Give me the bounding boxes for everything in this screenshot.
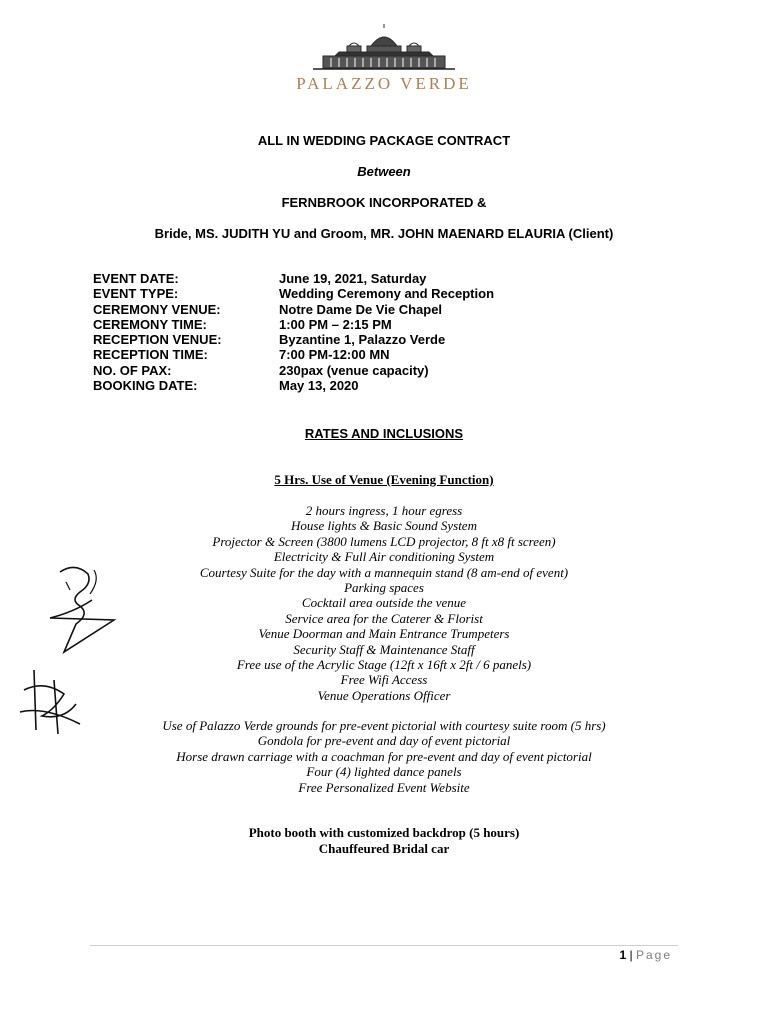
list-item: Gondola for pre-event and day of event pictorial (257, 733, 511, 749)
list-item: Photo booth with customized backdrop (5 hours) (248, 825, 520, 840)
detail-row (93, 286, 494, 301)
detail-value: Byzantine 1, Palazzo Verde (279, 332, 446, 348)
page-number-value: 1 (619, 948, 627, 962)
detail-row (93, 271, 494, 286)
list-item: Free Personalized Event Website (298, 779, 470, 795)
footer-divider (90, 945, 678, 946)
detail-label: EVENT TYPE: (93, 286, 179, 302)
rates-heading: RATES AND INCLUSIONS (304, 426, 464, 441)
list-item: Chauffeured Bridal car (318, 840, 450, 856)
detail-label: CEREMONY VENUE: (93, 301, 221, 317)
list-item: Use of Palazzo Verde grounds for pre-event pictorial with courtesy suite room (5 hrs) (162, 718, 606, 733)
initials-mark (14, 660, 94, 740)
page-number (619, 948, 672, 962)
list-item: Free use of the Acrylic Stage (12ft x 16ft x 2ft / 6 panels) (236, 657, 532, 673)
list-item: Parking spaces (344, 580, 424, 596)
detail-label: EVENT DATE: (93, 271, 179, 286)
list-item: House lights & Basic Sound System (291, 518, 477, 534)
detail-row (93, 347, 494, 362)
contract-party1: FERNBROOK INCORPORATED & (281, 195, 487, 210)
detail-value: June 19, 2021, Saturday (279, 271, 427, 286)
detail-row (93, 302, 494, 317)
detail-label: CEREMONY TIME: (93, 316, 207, 332)
detail-label: RECEPTION TIME: (93, 347, 208, 363)
detail-label: RECEPTION VENUE: (93, 332, 222, 348)
list-item: Four (4) lighted dance panels (306, 764, 462, 780)
list-item: Horse drawn carriage with a coachman for pre-event and day of event pictorial (176, 748, 592, 764)
logo (0, 24, 768, 94)
event-details (93, 271, 494, 393)
detail-value: 230pax (venue capacity) (279, 362, 429, 378)
list-item: Electricity & Full Air conditioning System (273, 549, 495, 565)
signature-mark (30, 560, 130, 660)
contract-party2: Bride, MS. JUDITH YU and Groom, MR. JOHN MAENARD ELAURIA (Client) (154, 226, 614, 241)
detail-value: 1:00 PM – 2:15 PM (279, 316, 392, 332)
list-item: Security Staff & Maintenance Staff (293, 641, 475, 657)
page-separator: | (626, 948, 636, 962)
detail-label: NO. OF PAX: (93, 362, 172, 378)
detail-value: Notre Dame De Vie Chapel (279, 301, 443, 317)
list-item: Venue Doorman and Main Entrance Trumpeters (258, 626, 510, 642)
detail-row (93, 317, 494, 332)
list-item: Courtesy Suite for the day with a mannequin stand (8 am-end of event) (199, 564, 569, 580)
list-item: Free Wifi Access (340, 672, 428, 688)
detail-row (93, 378, 494, 393)
list-item: Projector & Screen (3800 lumens LCD projector, 8 ft x8 ft screen) (212, 533, 556, 549)
extras-list (0, 718, 768, 795)
detail-value: 7:00 PM-12:00 MN (279, 347, 390, 363)
detail-row (93, 363, 494, 378)
brand-name: PALAZZO VERDE (296, 74, 472, 93)
contract-between: Between (357, 164, 411, 179)
list-item: Cocktail area outside the venue (301, 595, 467, 611)
detail-row (93, 332, 494, 347)
list-item: 2 hours ingress, 1 hour egress (305, 503, 463, 518)
contract-title: ALL IN WEDDING PACKAGE CONTRACT (257, 133, 511, 148)
list-item: Service area for the Caterer & Florist (285, 610, 483, 626)
detail-value: Wedding Ceremony and Reception (279, 286, 495, 302)
list-item: Venue Operations Officer (317, 687, 451, 703)
page-label: Page (635, 948, 672, 962)
bold-items-list (0, 825, 768, 856)
venue-title: 5 Hrs. Use of Venue (Evening Function) (274, 472, 494, 487)
detail-label: BOOKING DATE: (93, 378, 198, 394)
palazzo-building-icon (309, 24, 459, 72)
detail-value: May 13, 2020 (279, 378, 359, 394)
